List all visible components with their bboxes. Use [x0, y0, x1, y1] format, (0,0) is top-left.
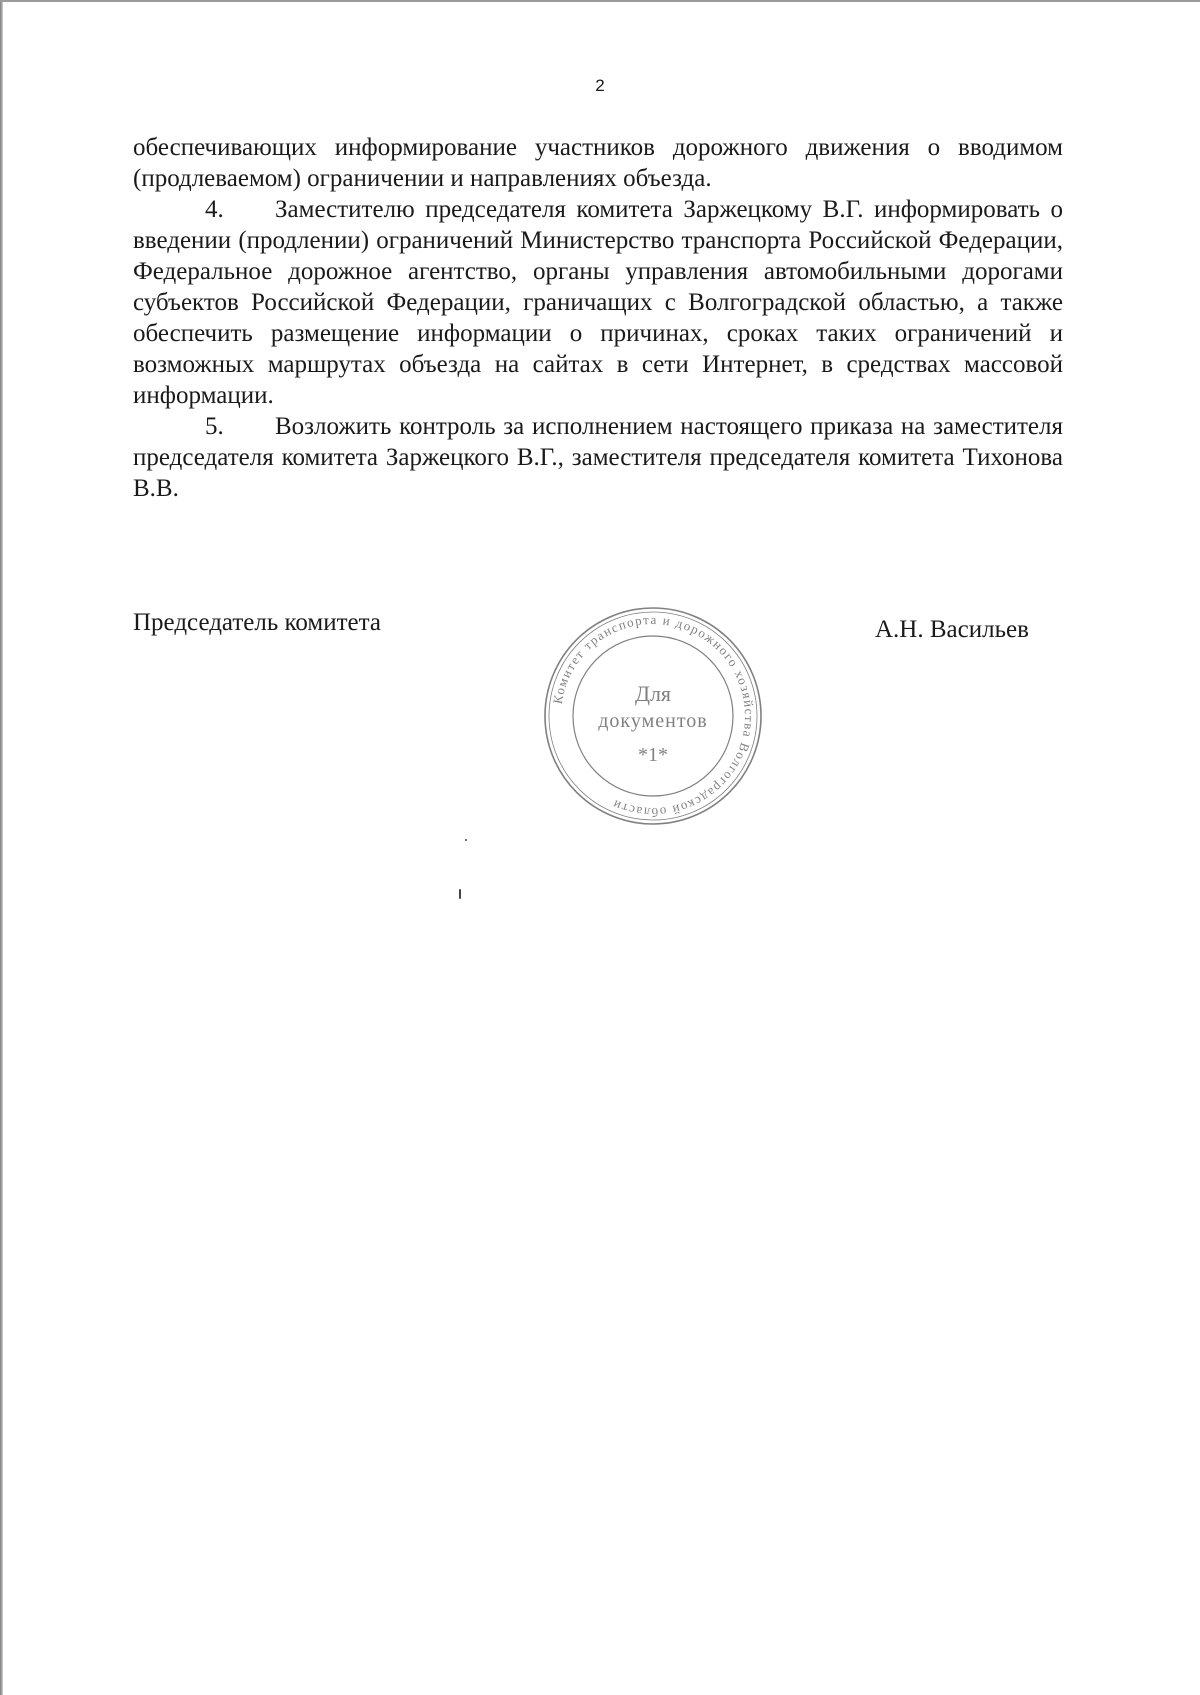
- document-body: [133, 132, 1063, 504]
- stamp-center-number: *1*: [638, 744, 668, 766]
- stamp-center-line1: Для: [634, 681, 672, 706]
- page-number: 2: [595, 76, 605, 95]
- stamp-center-line2: документов: [598, 710, 708, 732]
- paragraph-continuation: обеспечивающих информирование участников дорожного движения о вводимом (продлеваемом) ограничении и направлениях объезда.: [133, 134, 1063, 192]
- item-number: 5.: [205, 413, 224, 440]
- paragraph-item-4: [133, 194, 1063, 411]
- scan-speck: [459, 889, 461, 899]
- item-number: 4.: [205, 196, 224, 223]
- scan-left-edge: [0, 0, 3, 1695]
- stamp-ring-text: Комитет транспорта и дорожного хозяйства Волгоградской области: [549, 611, 758, 821]
- signatory-name: А.Н. Васильев: [875, 616, 1029, 643]
- scan-top-edge: [0, 0, 1200, 2]
- scan-speck: [465, 839, 467, 841]
- paragraph-text: Возложить контроль за исполнением настоящего приказа на заместителя председателя комитета Заржецкого В.Г., заместителя председателя комитета Тихонова В.В.: [133, 413, 1063, 502]
- paragraph-item-5: [133, 411, 1063, 504]
- signatory-title: Председатель комитета: [133, 609, 381, 636]
- stamp-seal-icon: [540, 603, 766, 829]
- paragraph-text: Заместителю председателя комитета Заржецкому В.Г. информировать о введении (продлении) ограничений Министерство транспорта Российской Федерации, Федеральное дорожное агентство, органы управления автомобильными дорогами субъектов Российской Федерации, граничащих с Волгоградской областью, а также обеспечить размещение информации о причинах, сроках таких ограничений и возможных маршрутах объезда на сайтах в сети Интернет, в средствах массовой информации.: [133, 196, 1063, 409]
- official-stamp: [540, 603, 766, 829]
